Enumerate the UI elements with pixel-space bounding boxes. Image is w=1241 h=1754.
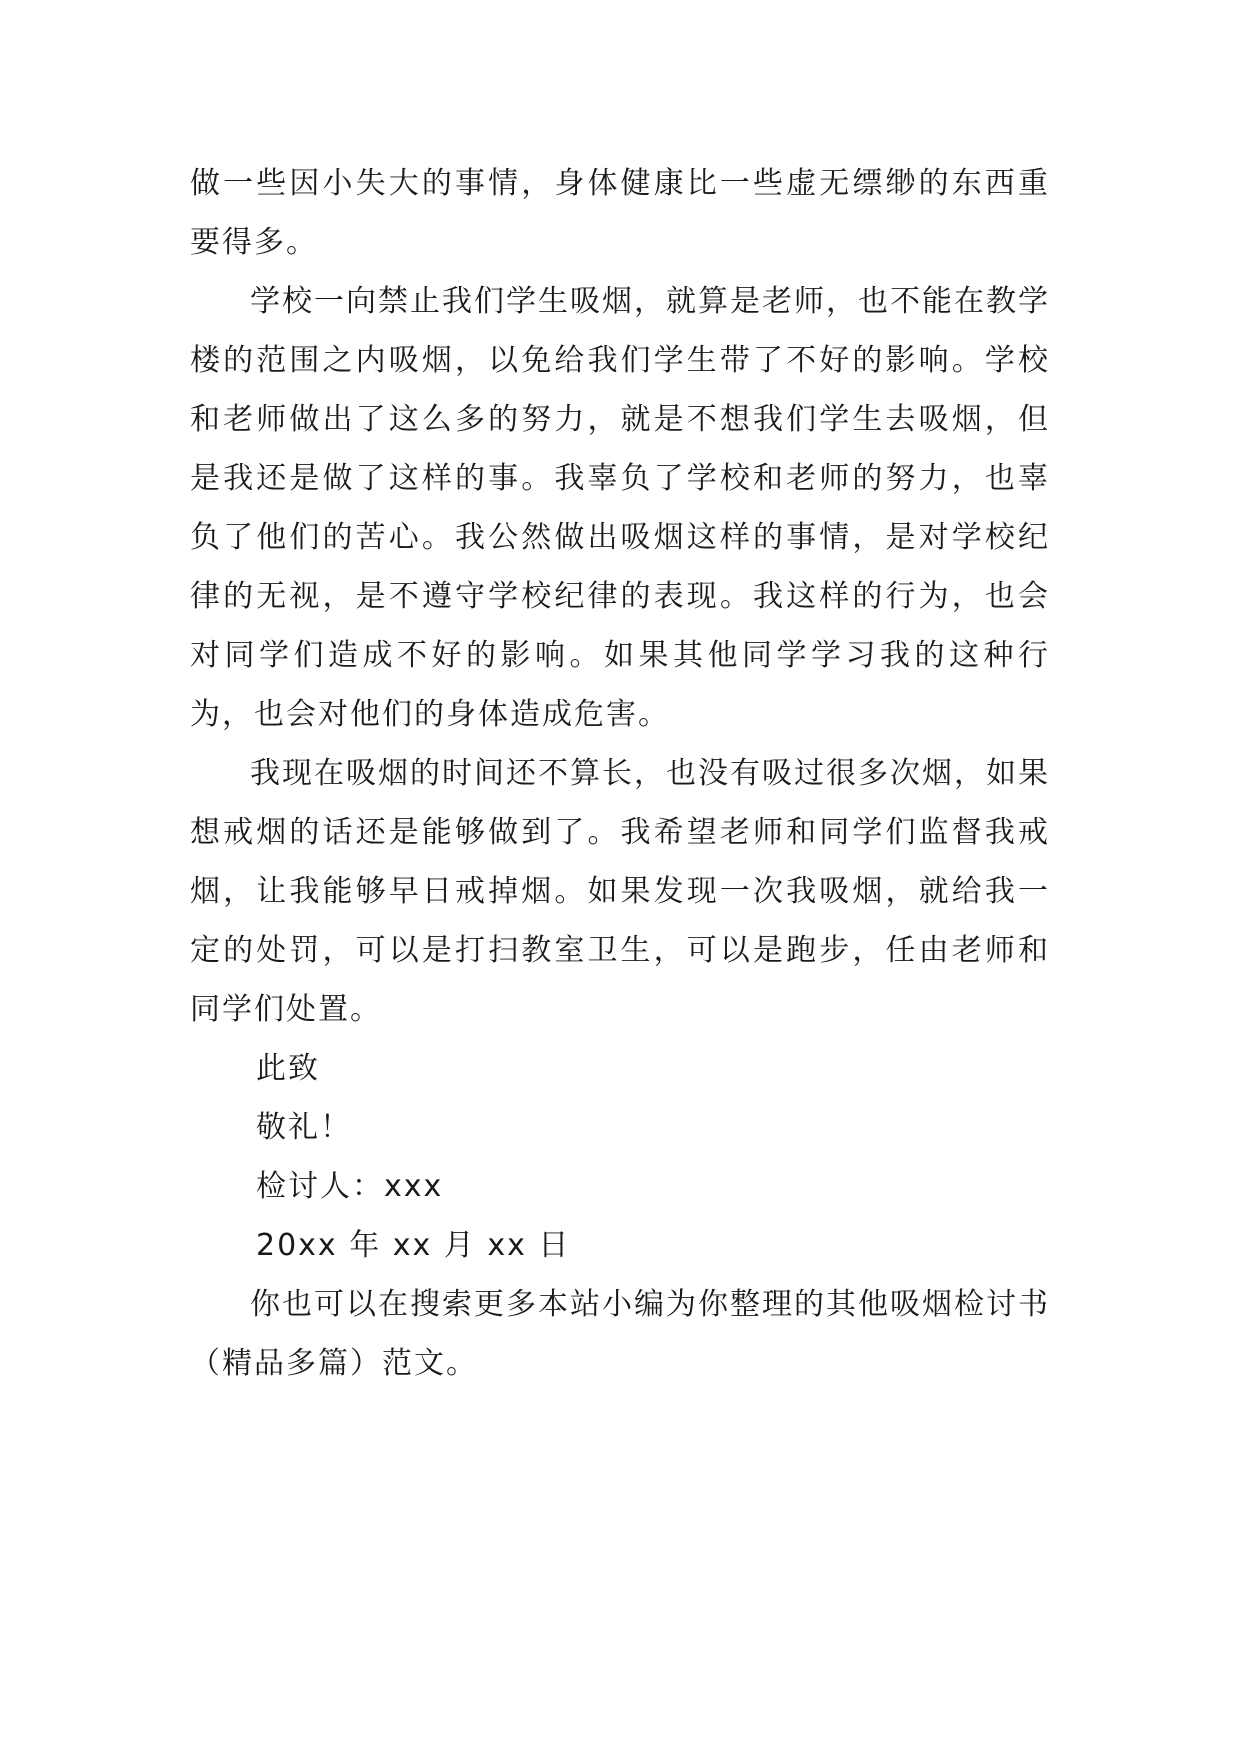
document-body [190,154,1050,1393]
footer-note: 你也可以在搜索更多本站小编为你整理的其他吸烟检讨书（精品多篇）范文。 [190,1287,1050,1381]
signer-line: 检讨人：xxx [256,1169,444,1204]
closing-salutation: 此致 [256,1051,320,1086]
date-line: 20xx 年 xx 月 xx 日 [256,1228,571,1263]
paragraph-continued: 做一些因小失大的事情，身体健康比一些虚无缥缈的东西重要得多。 [190,166,1050,260]
closing-regards: 敬礼！ [256,1110,352,1145]
paragraph-school-rules: 学校一向禁止我们学生吸烟，就算是老师，也不能在教学楼的范围之内吸烟，以免给我们学生带了不好的影响。学校和老师做出了这么多的努力，就是不想我们学生去吸烟，但是我还是做了这样的事。我辜负了学校和老师的努力，也辜负了他们的苦心。我公然做出吸烟这样的事情，是对学校纪律的无视，是不遵守学校纪律的表现。我这样的行为，也会对同学们造成不好的影响。如果其他同学学习我的这种行为，也会对他们的身体造成危害。 [190,284,1050,732]
paragraph-commitment: 我现在吸烟的时间还不算长，也没有吸过很多次烟，如果想戒烟的话还是能够做到了。我希望老师和同学们监督我戒烟，让我能够早日戒掉烟。如果发现一次我吸烟，就给我一定的处罚，可以是打扫教室卫生，可以是跑步，任由老师和同学们处置。 [190,756,1050,1027]
